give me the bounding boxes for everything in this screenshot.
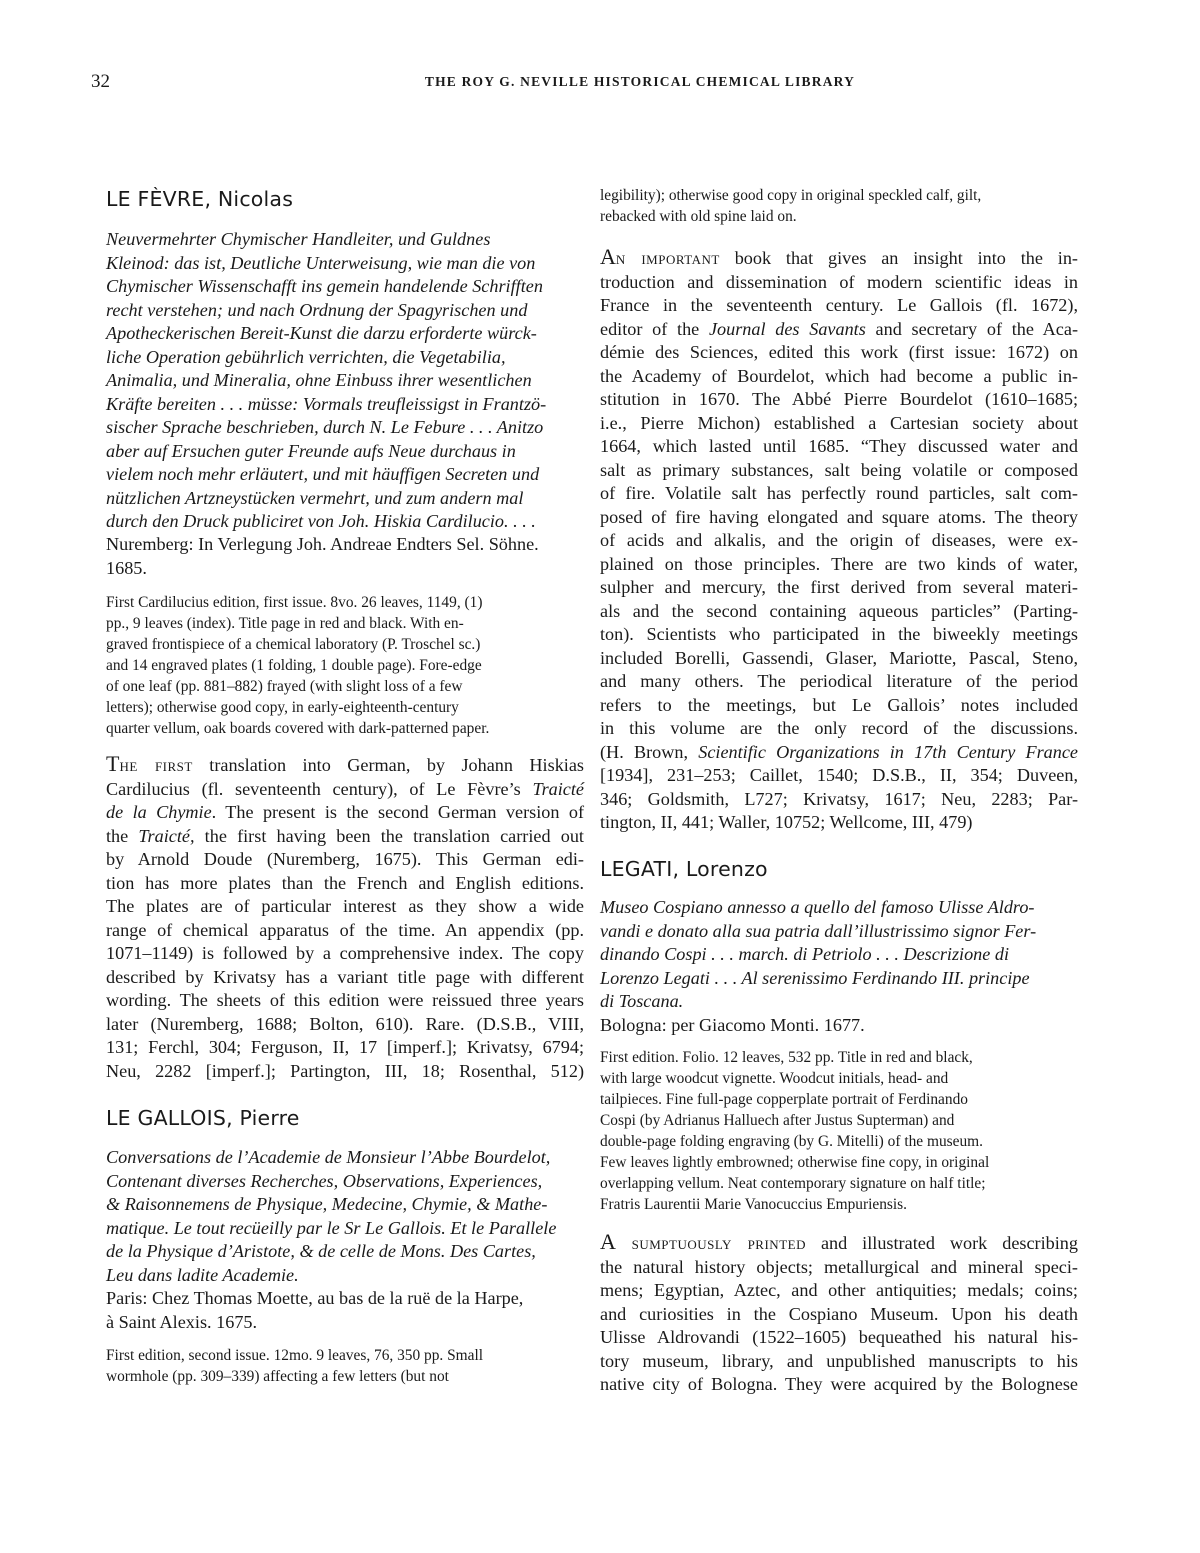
note-text: editor of the (600, 318, 709, 339)
note-text: and secretary of the Aca- (865, 318, 1079, 339)
note-line: Ulisse Aldrovandi (1522–1605) bequeathed his natural his- (600, 1327, 1078, 1347)
title-line: de la Physique d’Aristote, & de celle de Mons. Des Cartes, (106, 1241, 536, 1261)
note-line: i.e., Pierre Michon) established a Cartesian society about (600, 412, 1078, 433)
note-line (106, 752, 584, 778)
note-text: . The present is the second German version of (211, 802, 584, 822)
imprint-line: Paris: Chez Thomas Moette, au bas de la ruë de la Harpe, (106, 1288, 524, 1308)
note-line (106, 778, 584, 802)
note-line: range of chemical apparatus of the time. An appendix (pp. (106, 919, 584, 940)
collation-line: First edition. Folio. 12 leaves, 532 pp. Title in red and black, (600, 1049, 973, 1066)
note-line: of fire. Volatile salt has perfectly round particles, salt com- (600, 483, 1078, 503)
note-text: the first having been the translation carried out (194, 825, 584, 846)
note-line: salt as primary substances, salt being volatile or composed (600, 459, 1078, 480)
note-text: translation into German, by Johann Hiskias (192, 755, 584, 775)
note-italic: Traicté, (138, 825, 195, 846)
collation-line: letters); otherwise good copy, in early-eighteenth-century (106, 699, 459, 716)
collation-line: Cospi (by Adrianus Halluech after Justus Supterman) and (600, 1112, 955, 1129)
collation-line: Fratris Laurentii Marie Vanocuccius Empuriensis. (600, 1196, 908, 1213)
note-text: and illustrated work describing (805, 1233, 1078, 1253)
block (600, 1047, 1078, 1215)
title-line: sischer Sprache beschrieben, durch N. Le Febure . . . Anitzo (106, 417, 544, 437)
block (106, 1345, 584, 1387)
title-line: recht verstehen; und nach Ordnung der Spagyrischen und (106, 299, 528, 320)
note-line: by Arnold Doude (Nuremberg, 1675). This German edi- (106, 849, 584, 869)
note-line: and many others. The periodical literature of the period (600, 671, 1078, 691)
title-line: Lorenzo Legati . . . Al serenissimo Ferdinando III. principe (600, 967, 1030, 988)
title-line: Chymischer Wissenschafft ins gemein handelende Schrifften (106, 276, 543, 296)
note-line: native city of Bologna. They were acquired by the Bolognese (600, 1374, 1078, 1394)
title-line: vandi e donato alla sua patria dall’illustrissimo signor Fer- (600, 920, 1037, 941)
note-line: 131; Ferchl, 304; Ferguson, II, 17 [imperf.]; Krivatsy, 6794; (106, 1037, 584, 1057)
note-line: posed of fire having elongated and square atoms. The theory (600, 506, 1078, 527)
title-line: Apotheckerischen Bereit-Kunst die darzu erforderte würck- (106, 323, 537, 343)
block (600, 1014, 1078, 1038)
collation-line: overlapping vellum. Neat contemporary signature on half title; (600, 1175, 986, 1192)
note-line: tory museum, library, and unpublished manuscripts to his (600, 1350, 1078, 1371)
note-line: and curiosities in the Cospiano Museum. Upon his death (600, 1303, 1078, 1324)
note-line: refers to the meetings, but Le Gallois’ notes included (600, 694, 1078, 715)
title-line: Contenant diverses Recherches, Observations, Experiences, (106, 1170, 543, 1191)
note-line: [1934], 231–253; Caillet, 1540; D.S.B., II, 354; Duveen, (600, 765, 1078, 785)
title-line: Museo Cospiano annesso a quello del famoso Ulisse Aldro- (600, 897, 1035, 917)
block (106, 533, 584, 580)
title-line: Neuvermehrter Chymischer Handleiter, und Guldnes (106, 229, 491, 249)
collation-line: and 14 engraved plates (1 folding, 1 double page). Fore-edge (106, 657, 482, 674)
note-line: tington, II, 441; Waller, 10752; Wellcome, III, 479) (600, 812, 973, 832)
note-line: in this volume are the only record of the discussions. (600, 718, 1078, 738)
block (600, 856, 1078, 882)
note-line: démie des Sciences, edited this work (first issue: 1672) on (600, 342, 1078, 362)
note-line: troduction and dissemination of modern scientific ideas in (600, 271, 1078, 292)
note-line: plained on those principles. There are two kinds of water, (600, 553, 1078, 574)
note-line: Neu, 2282 [imperf.]; Partington, III, 18; Rosenthal, 512) (106, 1060, 584, 1081)
note-line: the natural history objects; metallurgical and mineral speci- (600, 1256, 1078, 1277)
note-italic: Traicté (532, 778, 584, 799)
small-caps-lead: sumptuously printed (615, 1233, 806, 1254)
imprint-line: à Saint Alexis. 1675. (106, 1311, 258, 1332)
block (600, 245, 1078, 835)
title-line: & Raisonnemens de Physique, Medecine, Chymie, & Mathe- (106, 1194, 548, 1214)
note-text: Cardilucius (fl. seventeenth century), of Le Fèvre’s (106, 778, 533, 799)
collation-line: of one leaf (pp. 881–882) frayed (with slight loss of a few (106, 678, 463, 695)
note-text: (H. Brown, (600, 741, 699, 762)
collation-line: legibility); otherwise good copy in original speckled calf, gilt, (600, 187, 982, 204)
note-italic: de la Chymie (106, 802, 212, 822)
note-line: tion has more plates than the French and English editions. (106, 872, 584, 893)
note-line: The plates are of particular interest as they show a wide (106, 896, 584, 916)
note-line (106, 825, 584, 849)
collation-line: Few leaves lightly embrowned; otherwise fine copy, in original (600, 1154, 990, 1171)
note-line: described by Krivatsy has a variant title page with different (106, 966, 584, 987)
title-line: Animalia, und Mineralia, ohne Einbuss ihrer wesentlichen (106, 370, 532, 390)
note-line: France in the seventeenth century. Le Gallois (fl. 1672), (600, 295, 1078, 315)
block (600, 1230, 1078, 1397)
note-line: als and the second containing aqueous particles” (Parting- (600, 600, 1078, 621)
note-line (600, 741, 1078, 765)
block (106, 186, 584, 212)
note-line: included Borelli, Gassendi, Glaser, Mariotte, Pascal, Steno, (600, 647, 1078, 668)
drop-initial: A (600, 1229, 616, 1254)
imprint-line: Nuremberg: In Verlegung Joh. Andreae Endters Sel. Söhne. (106, 534, 539, 554)
note-text: book that gives an insight into the in- (719, 248, 1078, 268)
imprint-line: Bologna: per Giacomo Monti. 1677. (600, 1015, 865, 1035)
collation-line: First Cardilucius edition, first issue. 8vo. 26 leaves, 1149, (1) (106, 594, 483, 611)
note-line: 346; Goldsmith, L727; Krivatsy, 1617; Neu, 2283; Par- (600, 788, 1078, 809)
drop-initial: T (106, 751, 120, 776)
collation-line: First edition, second issue. 12mo. 9 leaves, 76, 350 pp. Small (106, 1347, 484, 1364)
block (600, 896, 1078, 1014)
title-line: liche Operation gebührlich verrichten, die Vegetabilia, (106, 346, 506, 367)
collation-line: pp., 9 leaves (index). Title page in red and black. With en- (106, 615, 464, 632)
running-head: THE ROY G. NEVILLE HISTORICAL CHEMICAL LIBRARY (424, 74, 856, 89)
title-line: Kleinod: das ist, Deutliche Unterweisung, wie man die von (106, 252, 536, 273)
title-line: matique. Le tout recüeilly par le Sr Le Gallois. Et le Parallele (106, 1217, 557, 1238)
note-line: ton). Scientists who participated in the biweekly meetings (600, 624, 1078, 644)
title-line: durch den Druck publiciret von Joh. Hiskia Cardilucio. . . . (106, 511, 536, 531)
collation-line: wormhole (pp. 309–339) affecting a few letters (but not (106, 1368, 449, 1385)
block (106, 752, 584, 1083)
page-number: 32 (91, 71, 110, 92)
drop-initial: A (600, 244, 616, 269)
note-line (600, 245, 1078, 271)
block (600, 185, 1078, 227)
note-italic: Journal des Savants (708, 318, 866, 339)
note-line: wording. The sheets of this edition were reissued three years (106, 990, 584, 1010)
collation-line: tailpieces. Fine full-page copperplate portrait of Ferdinando (600, 1091, 968, 1108)
small-caps-lead: he first (119, 755, 193, 776)
note-line: 1071–1149) is followed by a comprehensive index. The copy (106, 943, 584, 963)
title-line: Leu dans ladite Academie. (106, 1264, 299, 1285)
title-line: dinando Cospi . . . march. di Petriolo . . . Descrizione di (600, 944, 1010, 964)
block (106, 228, 584, 534)
note-line: later (Nuremberg, 1688; Bolton, 610). Rare. (D.S.B., VIII, (106, 1013, 584, 1034)
block (106, 1287, 584, 1334)
note-line: the Academy of Bourdelot, which had become a public in- (600, 365, 1078, 386)
entry-heading-legallois: LE GALLOIS, Pierre (106, 1106, 300, 1130)
note-italic: Scientific Organizations in 17th Century France (698, 741, 1078, 762)
entry-heading-lefevre: LE FÈVRE, Nicolas (106, 187, 294, 211)
note-line (600, 1230, 1078, 1256)
collation-line: with large woodcut vignette. Woodcut initials, head- and (600, 1070, 949, 1087)
title-line: vielem noch mehr erläutert, und mit häuffigen Secreten und (106, 464, 540, 484)
note-line: mens; Egyptian, Aztec, and other antiquities; medals; coins; (600, 1280, 1078, 1300)
note-line (106, 801, 584, 825)
title-line: di Toscana. (600, 991, 684, 1011)
entry-heading-legati: LEGATI, Lorenzo (600, 857, 768, 881)
title-line: aber auf Ersuchen guter Freunde aufs Neue durchaus in (106, 440, 516, 461)
collation-line: quarter vellum, oak boards covered with dark-patterned paper. (106, 720, 490, 737)
small-caps-lead: n important (615, 248, 720, 269)
note-text: the (106, 825, 139, 846)
note-line: of acids and alkalis, and the origin of diseases, were ex- (600, 530, 1078, 550)
block (106, 1146, 584, 1287)
note-line: 1664, which lasted until 1685. “They discussed water and (600, 436, 1078, 456)
title-line: Conversations de l’Academie de Monsieur l’Abbe Bourdelot, (106, 1147, 551, 1167)
title-line: nützlichen Artzneystücken vermehrt, und zum andern mal (106, 487, 524, 508)
collation-line: double-page folding engraving (by G. Mitelli) of the museum. (600, 1133, 983, 1150)
collation-line: rebacked with old spine laid on. (600, 208, 797, 225)
title-line: Kräfte bereiten . . . müsse: Vormals treufleissigst in Frantzö- (106, 393, 547, 414)
block (106, 592, 584, 739)
note-line: sulpher and mercury, the first derived from several materi- (600, 577, 1078, 597)
collation-line: graved frontispiece of a chemical laboratory (P. Troschel sc.) (106, 636, 481, 653)
block (106, 1105, 584, 1131)
imprint-line: 1685. (106, 557, 147, 578)
note-line (600, 318, 1078, 342)
note-line: stitution in 1670. The Abbé Pierre Bourdelot (1610–1685; (600, 389, 1078, 409)
